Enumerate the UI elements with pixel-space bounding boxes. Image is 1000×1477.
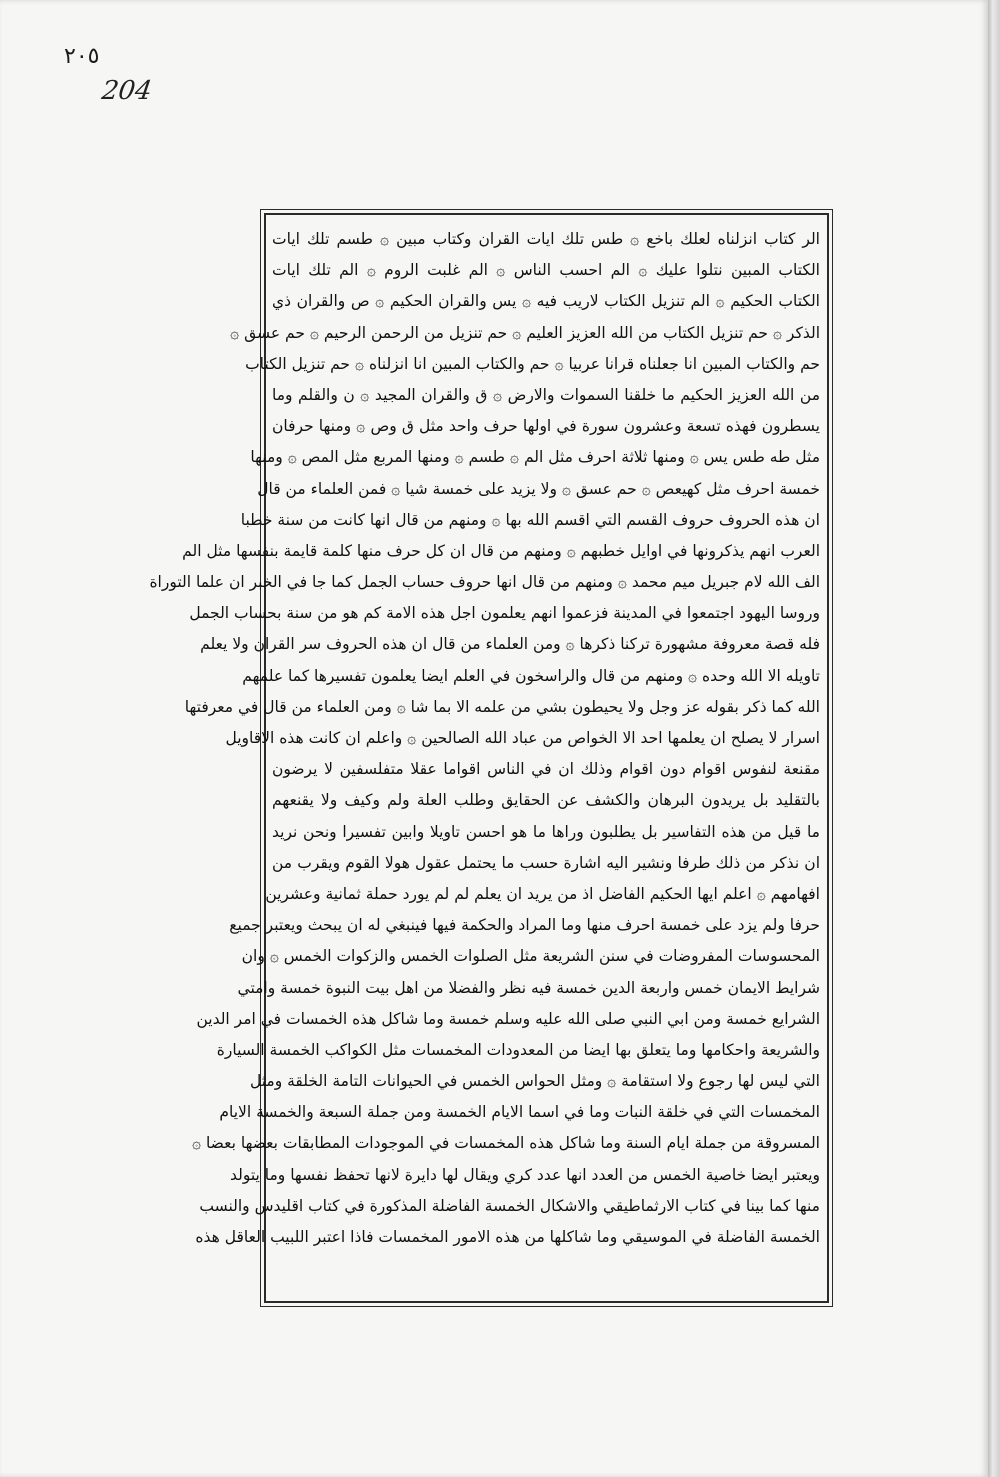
text-line: والشريعة واحكامها وما يتعلق بها ايضا من المعدودات المخمسات مثل الكواكب الخمسة السيارة [216, 1040, 820, 1059]
text-line: من الله العزيز الحكيم ما خلقنا السموات والارض ۞ ق والقران المجيد ۞ ن والقلم وما [272, 385, 820, 404]
text-line: تاويله الا الله وحده ۞ ومنهم من قال والراسخون في العلم ايضا يعلمون تفسيرها كما علمهم [242, 666, 820, 685]
text-line: مقنعة لنفوس اقوام دون اقوام وذلك ان في الناس اقواما عقلا متفلسفين لا يرضون [272, 760, 820, 779]
folio-number-arabic: ٢٠٥ [64, 44, 100, 69]
text-line: الر كتاب انزلناه لعلك باخع ۞ طس تلك ايات القران وكتاب مبين ۞ طسم تلك ايات [272, 230, 820, 248]
text-line: الذكر ۞ حم تنزيل الكتاب من الله العزيز العليم ۞ حم تنزيل من الرحمن الرحيم ۞ حم عسق ۞ [230, 323, 820, 342]
text-line: اسرار لا يصلح ان يعلمها احد الا الخواص من عباد الله الصالحين ۞ واعلم ان كانت هذه الاقاويل [225, 729, 820, 747]
text-line: خمسة احرف مثل كهيعص ۞ حم عسق ۞ ولا يزيد على خمسة شيا ۞ فمن العلماء من قال [257, 479, 820, 498]
text-line: الكتاب المبين نتلوا عليك ۞ الم احسب الناس ۞ الم غلبت الروم ۞ الم تلك ايات [272, 261, 820, 280]
text-line: الخمسة الفاضلة في الموسيقي وما شاكلها من هذه الامور المخمسات فاذا اعتبر اللبيب العاقل هذه [195, 1228, 820, 1246]
text-line: الكتاب الحكيم ۞ الم تنزيل الكتاب لاريب فيه ۞ يس والقران الحكيم ۞ ص والقران ذي [272, 292, 820, 311]
text-line: وروسا اليهود اجتمعوا في المدينة فزعموا انهم يعلمون اجل هذه الامة كم هو من سنة بحساب الجمل [189, 604, 820, 623]
text-line: ما قيل من هذه التفاسير بل يطلبون وراها ما هو احسن تاويلا وابين تفسيرا ونحن نريد [272, 822, 820, 841]
folio-number-latin: 204 [99, 76, 154, 106]
text-line: شرايط الايمان خمس واربعة الدين خمسة فيه نظر والفضلا من اهل بيت النبوة خمسة وامتي [237, 978, 820, 997]
text-line: المخمسات التي في خلقة النبات وما في اسما الايام الخمسة ومن جملة السبعة والخمسة الايام [219, 1103, 820, 1122]
text-line: ان نذكر من ذلك طرفا ونشير اليه اشارة حسب ما يحتمل عقول هولا القوم ويقرب من [272, 853, 820, 872]
text-line: ان هذه الحروف حروف القسم التي اقسم الله بها ۞ ومنهم من قال انها كانت من سنة خطبا [240, 510, 820, 529]
text-line: افهامهم ۞ اعلم ايها الحكيم الفاضل اذ من يريد ان يعلم لم لم يورد حملة ثمانية وعشرين [265, 884, 820, 903]
text-line: فله قصة معروفة مشهورة تركنا ذكرها ۞ ومن العلماء من قال ان هذه الحروف سر القران ولا يعلم [200, 635, 820, 654]
text-line: حم والكتاب المبين انا جعلناه قرانا عربيا ۞ حم والكتاب المبين انا انزلناه ۞ حم تنزيل الكتاب [245, 354, 820, 373]
manuscript-text-block [149, 224, 820, 1296]
text-line: الف الله لام جبريل ميم محمد ۞ ومنهم من قال انها حروف حساب الجمل كما جا في الخبر ان علما التوراة [149, 573, 820, 592]
text-line: مثل طه طس يس ۞ ومنها ثلاثة احرف مثل الم ۞ طسم ۞ ومنها المربع مثل المص ۞ ومنها [250, 448, 820, 467]
text-line: ويعتبر ايضا خاصية الخمس من العدد انها عدد كري ويقال لها دايرة لانها تحفظ نفسها وما يتولد [229, 1165, 820, 1184]
text-line: العرب انهم يذكرونها في اوايل خطبهم ۞ ومنهم من قال ان كل حرف منها كلمة قايمة بنفسها مثل الم [182, 541, 820, 560]
text-line: بالتقليد بل يريدون البرهان والكشف عن الحقايق وطلب العلة ولم وكيف ولا يقنعهم [272, 791, 820, 810]
text-line: يسطرون فهذه تسعة وعشرون سورة في اولها حرف واحد مثل ق وص ۞ ومنها حرفان [272, 417, 820, 436]
text-line: التي ليس لها رجوع ولا استقامة ۞ ومثل الحواس الخمس في الحيوانات التامة الخلقة ومثل [249, 1072, 820, 1091]
text-line: الشرايع خمسة ومن ابي النبي صلى الله عليه وسلم خمسة وما شاكل هذه الخمسات في امر الدين [196, 1009, 820, 1028]
text-line: حرفا ولم يزد على خمسة احرف منها وما المراد والحكمة فيها فينبغي له ان يبحث ويعتبر جميع [229, 916, 820, 935]
text-line: منها كما بينا في كتاب الارثماطيقي والاشكال الخمسة الفاضلة المذكورة في كتاب اقليدس والنسب [199, 1196, 820, 1215]
text-line: الله كما ذكر بقوله عز وجل ولا يحيطون بشي من علمه الا بما شا ۞ ومن العلماء من قال في معرفتها [184, 697, 820, 716]
text-line: المحسوسات المفروضات في سنن الشريعة مثل الصلوات الخمس والزكوات الخمس ۞ وان [241, 947, 820, 966]
page-edge [988, 0, 1000, 1477]
text-line: المسروقة من جملة ايام السنة وما شاكل هذه المخمسات في الموجودات المطابقات بعضها بعضا ۞ [191, 1134, 820, 1153]
